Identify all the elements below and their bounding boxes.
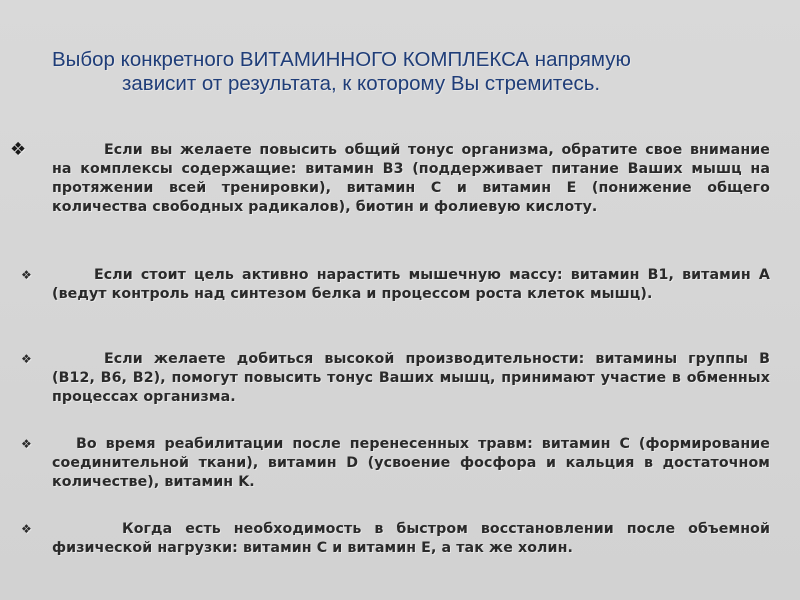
diamond-bullet-icon: ❖ bbox=[21, 522, 32, 536]
diamond-four-icon: ❖ bbox=[10, 139, 27, 160]
title-line-1: Выбор конкретного ВИТАМИННОГО КОМПЛЕКСА напрямую bbox=[52, 48, 631, 71]
bullet-item bbox=[21, 266, 770, 304]
bullet-text: Если желаете добиться высокой производительности: витамины группы B (B12, B6, B2), помогут повысить тонус Ваших мышц, принимают участие в обменных процессах организма. bbox=[52, 351, 770, 405]
diamond-bullet-icon: ❖ bbox=[21, 352, 32, 366]
bullet-text: Во время реабилитации после перенесенных травм: витамин C (формирование соединительной ткани), витамин D (усвоение фосфора и кальция в достаточном количестве), витамин K. bbox=[52, 436, 770, 490]
bullet-item bbox=[21, 435, 770, 492]
bullet-text: Когда есть необходимость в быстром восстановлении после объемной физической нагрузки: витамин C и витамин E, а так же холин. bbox=[52, 521, 770, 556]
bullet-item bbox=[21, 350, 770, 407]
bullet-text: Если стоит цель активно нарастить мышечную массу: витамин B1, витамин A (ведут контроль над синтезом белка и процессом роста клеток мышц). bbox=[52, 267, 770, 302]
diamond-bullet-icon: ❖ bbox=[21, 268, 32, 282]
bullet-item bbox=[10, 139, 770, 217]
bullet-item bbox=[21, 520, 770, 558]
diamond-bullet-icon: ❖ bbox=[21, 437, 32, 451]
bullet-text: Если вы желаете повысить общий тонус организма, обратите свое внимание на комплексы содержащие: витамин B3 (поддерживает питание Ваших мышц на протяжении всей тренировки), витамин C и витамин E (понижение общего количества свободных радикалов), биотин и фолиевую кислоту. bbox=[52, 142, 770, 215]
title-line-2: зависит от результата, к которому Вы стремитесь. bbox=[122, 72, 601, 95]
